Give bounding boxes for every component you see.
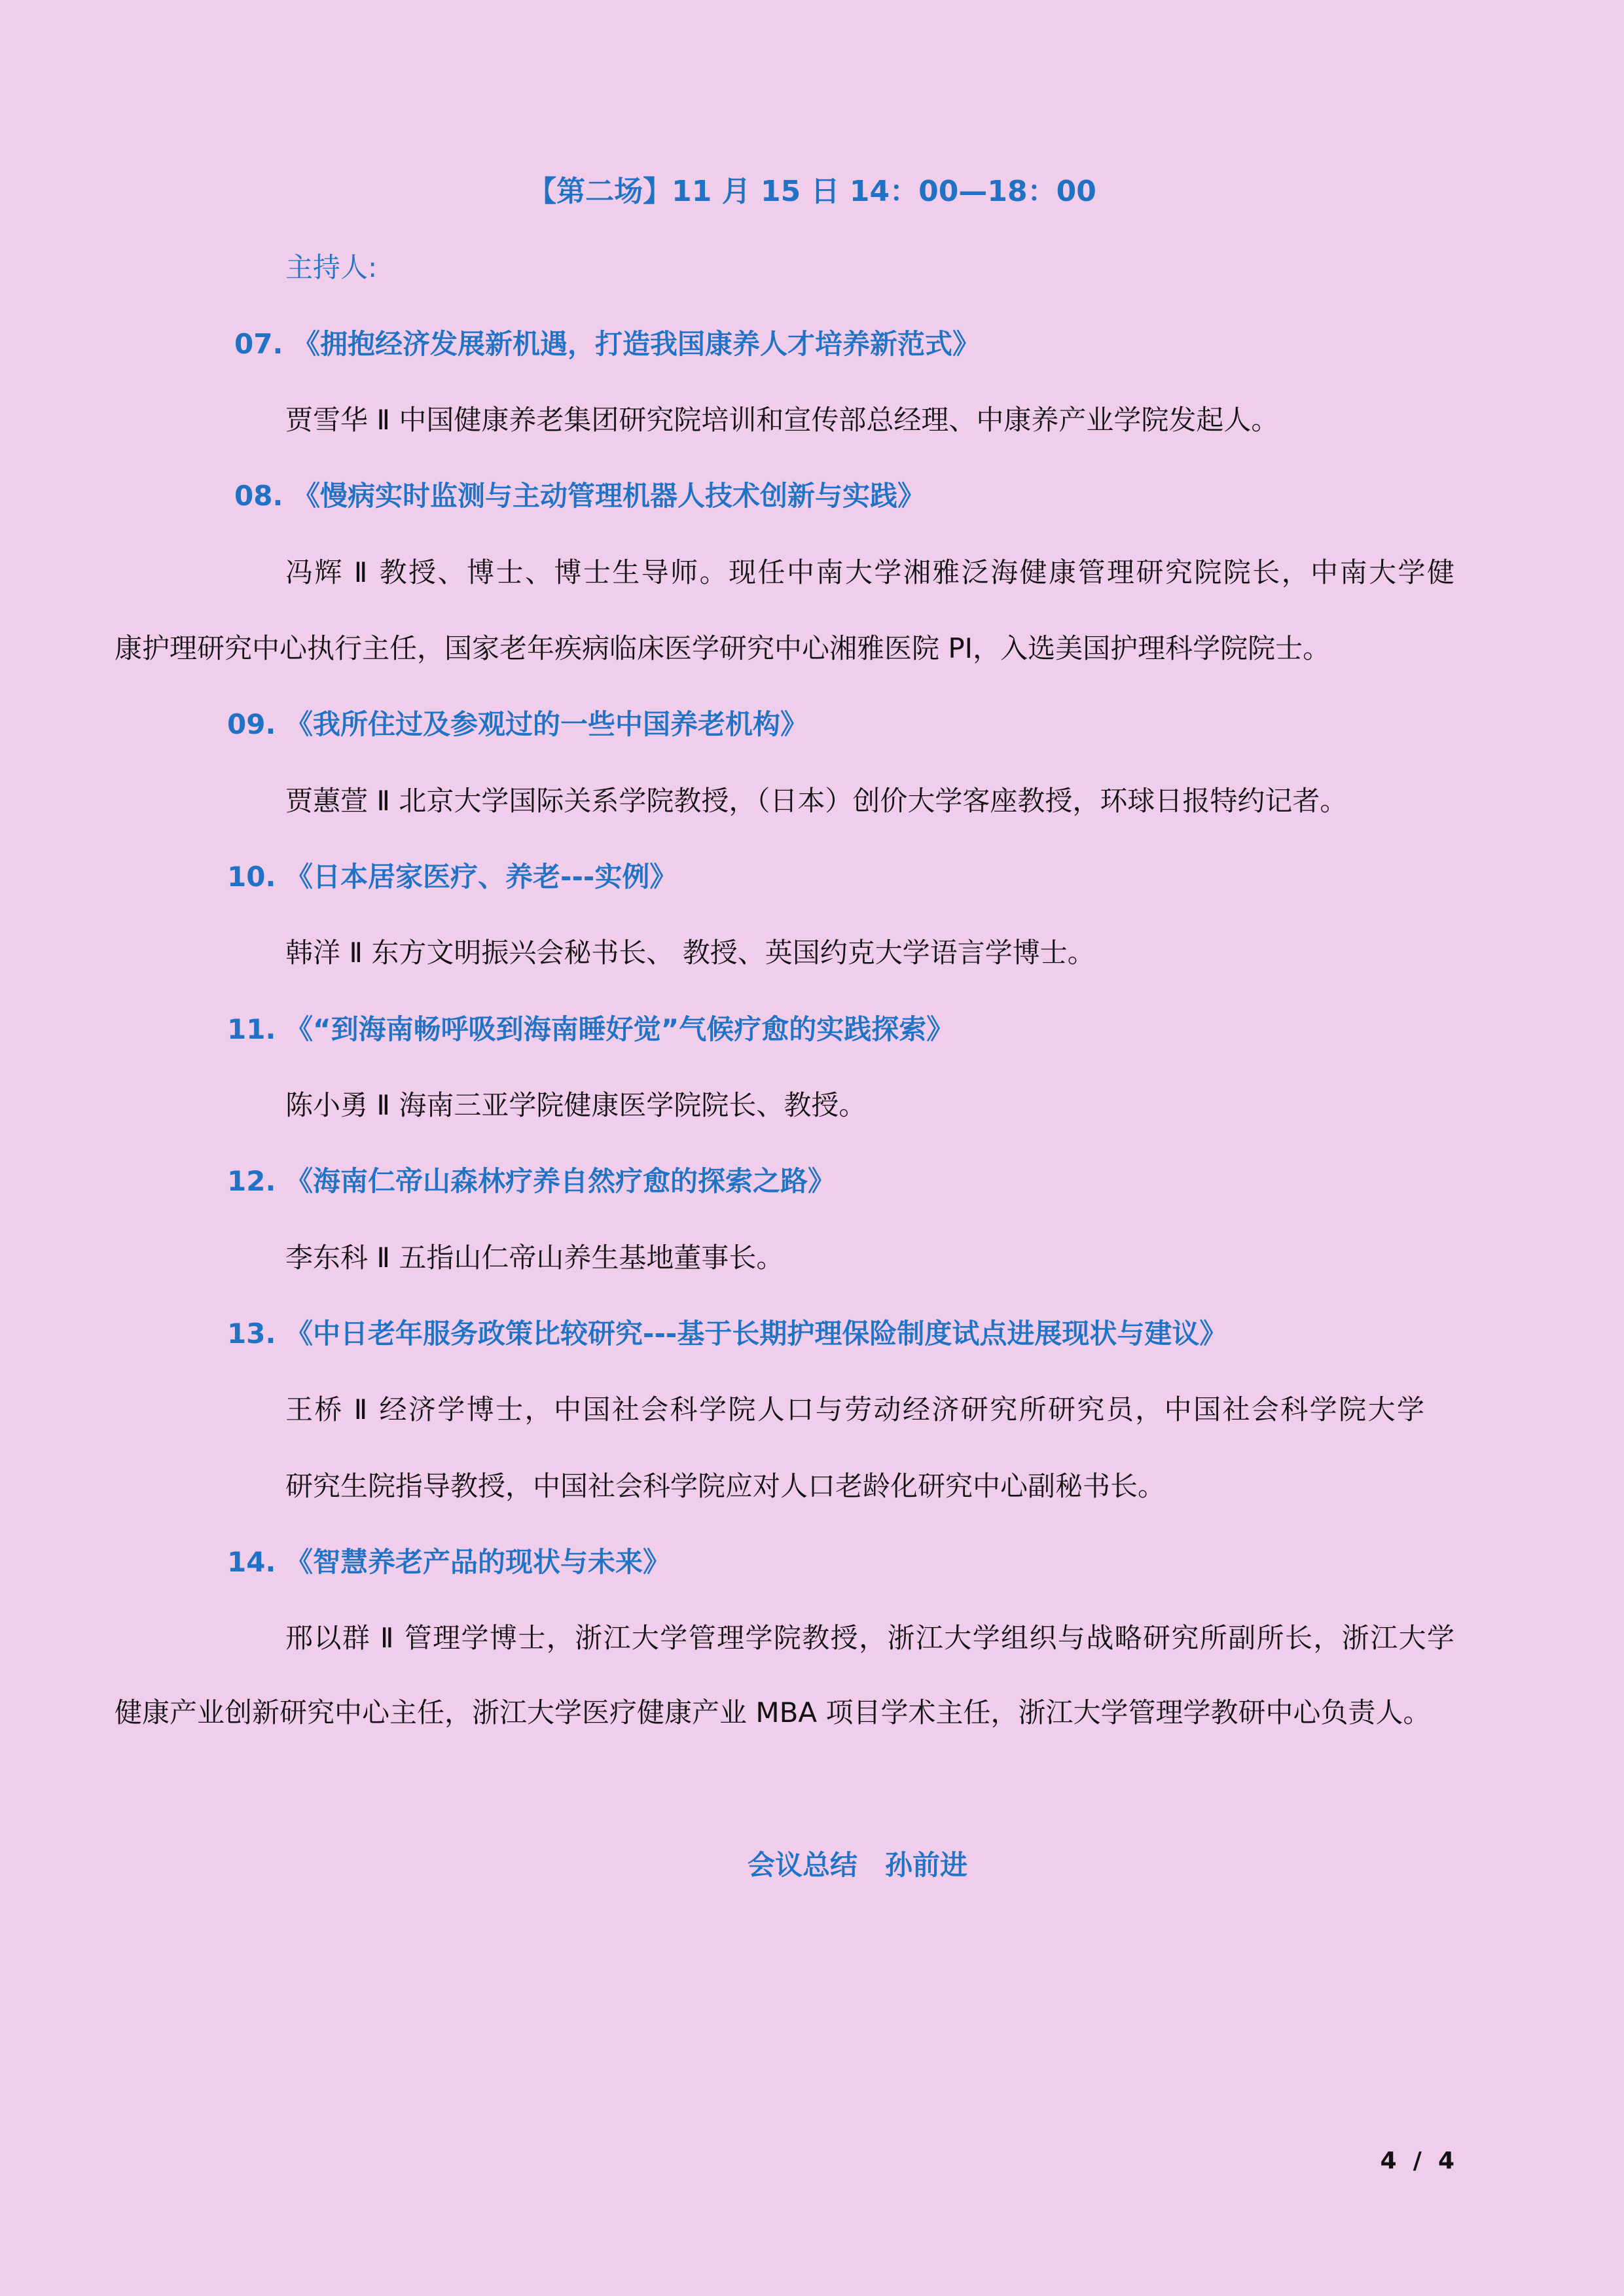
talk-title-07: 07. 《拥抱经济发展新机遇，打造我国康养人才培养新范式》 [234,328,981,360]
speaker-08: 冯辉 Ⅱ 教授、博士、博士生导师。现任中南大学湘雅泛海健康管理研究院院长，中南大学健 [285,556,1454,588]
speaker-10: 韩洋 Ⅱ 东方文明振兴会秘书长、 教授、英国约克大学语言学博士。 [285,937,1095,969]
speaker-09: 贾蕙萱 Ⅱ 北京大学国际关系学院教授，（日本）创价大学客座教授，环球日报特约记者。 [285,785,1348,817]
talk-title-09: 09. 《我所住过及参观过的一些中国养老机构》 [227,708,808,740]
speaker-11: 陈小勇 Ⅱ 海南三亚学院健康医学院院长、教授。 [285,1089,867,1121]
speaker-13: 王桥 Ⅱ 经济学博士，中国社会科学院人口与劳动经济研究所研究员，中国社会科学院大学 [285,1393,1424,1426]
talk-title-11: 11. 《“到海南畅呼吸到海南睡好觉”气候疗愈的实践探索》 [227,1013,954,1045]
talk-title-08: 08. 《慢病实时监测与主动管理机器人技术创新与实践》 [234,480,926,512]
speaker-14: 邢以群 Ⅱ 管理学博士，浙江大学管理学院教授，浙江大学组织与战略研究所副所长，浙江大学 [285,1622,1454,1654]
closing-summary: 会议总结 孙前进 [747,1849,967,1881]
speaker-14-cont: 健康产业创新研究中心主任，浙江大学医疗健康产业 MBA 项目学术主任，浙江大学管理学教研中心负责人。 [115,1696,1431,1729]
speaker-07: 贾雪华 Ⅱ 中国健康养老集团研究院培训和宣传部总经理、中康养产业学院发起人。 [285,404,1279,436]
talk-title-13: 13. 《中日老年服务政策比较研究---基于长期护理保险制度试点进展现状与建议》 [227,1318,1227,1350]
host-label: 主持人: [285,251,378,283]
speaker-13-cont: 研究生院指导教授，中国社会科学院应对人口老龄化研究中心副秘书长。 [285,1470,1166,1502]
session-title: 【第二场】11 月 15 日 14：00—18：00 [528,175,1096,208]
page-number: 4 / 4 [1380,2147,1454,2174]
talk-title-10: 10. 《日本居家医疗、养老---实例》 [227,861,677,893]
speaker-08-cont: 康护理研究中心执行主任，国家老年疾病临床医学研究中心湘雅医院 PI，入选美国护理科学院院士。 [115,632,1331,664]
speaker-12: 李东科 Ⅱ 五指山仁帝山养生基地董事长。 [285,1242,784,1274]
talk-title-14: 14. 《智慧养老产品的现状与未来》 [227,1546,671,1578]
talk-title-12: 12. 《海南仁帝山森林疗养自然疗愈的探索之路》 [227,1165,836,1197]
